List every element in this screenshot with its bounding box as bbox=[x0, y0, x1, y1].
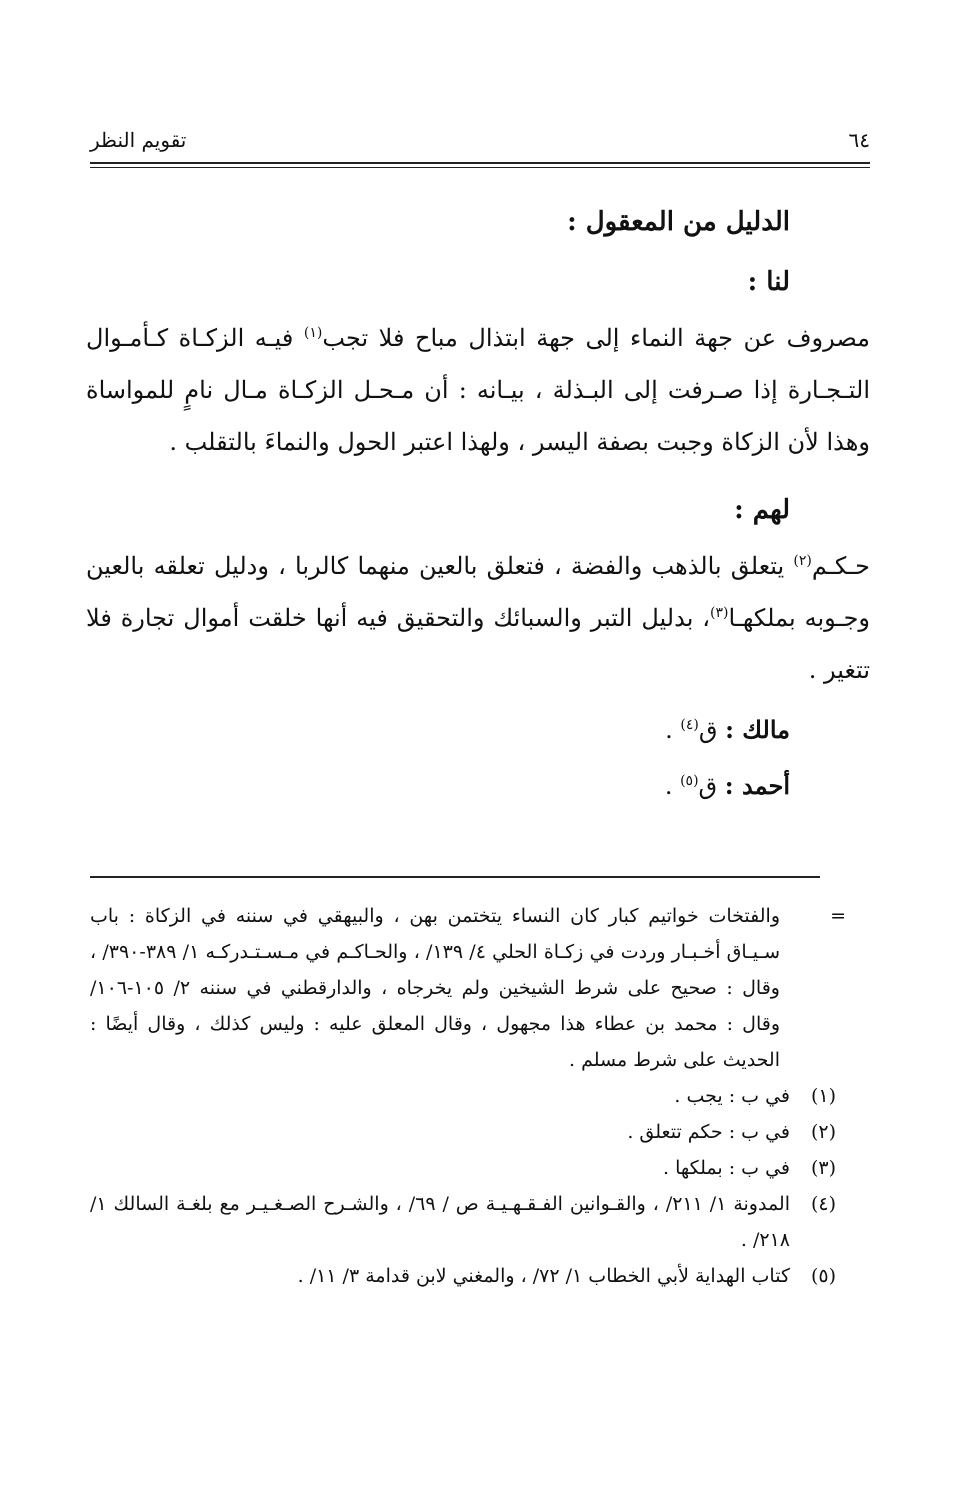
us-text-part2: فيـه الزكـاة كـأمـوال التـجـارة إذا صـرفت إلى البـذلة ، بيـانه : أن مـحـل الزكـاة مـال نامٍ للمواساة وهذا لأن الزكاة وجبت بصفة اليسر ، ولهذا اعتبر الحول والنماءَ بالتقلب . bbox=[86, 324, 870, 456]
footnote-ref-1: (١) bbox=[303, 325, 323, 341]
footnote-item bbox=[90, 1114, 836, 1150]
footnote-ref-2: (٢) bbox=[793, 553, 812, 569]
page-number: ٦٤ bbox=[848, 128, 870, 152]
main-text bbox=[86, 192, 870, 814]
footnote-item bbox=[90, 1258, 836, 1294]
them-text-part2: يتعلق بالذهب والفضة ، فتعلق بالعين منهما كالربا ، ودليل تعلقه بالعين وجـوبه بملكهـا bbox=[86, 552, 870, 632]
ahmad-end: . bbox=[664, 772, 681, 800]
footnote-rule bbox=[90, 876, 820, 878]
footnote-ref-4: (٤) bbox=[680, 717, 699, 733]
them-label: لهم : bbox=[734, 495, 790, 525]
them-text-part3: ، بدليل التبر والسبائك والتحقيق فيه أنها خلقت أموال تجارة فلا تتغير . bbox=[86, 604, 870, 684]
malik-line bbox=[86, 702, 790, 758]
header-rule-thin bbox=[90, 167, 870, 168]
ahmad-line bbox=[86, 758, 790, 814]
ahmad-label: أحمد : bbox=[724, 771, 790, 800]
them-text-part1: حـكـم bbox=[811, 552, 870, 580]
section-heading: الدليل من المعقول : bbox=[567, 207, 790, 237]
footnote-number: (١) bbox=[810, 1085, 836, 1107]
footnote-number: (٥) bbox=[810, 1265, 836, 1287]
footnote-continuation bbox=[90, 898, 846, 1078]
us-paragraph bbox=[86, 312, 870, 468]
us-text-part1: مصروف عن جهة النماء إلى جهة ابتذال مباح فلا تجب bbox=[322, 324, 870, 352]
ahmad-text: ق bbox=[698, 772, 725, 800]
continuation-text: والفتخات خواتيم كبار كان النساء يتختمن بهن ، والبيهقي في سننه في الزكاة : باب سـيـاق أخـبـار وردت في زكـاة الحلي ٤/ ١٣٩/ ، والحـاكـم في مـسـتـدركـه ١/ ٣٨٩-٣٩٠/ ، وقال : صحيح على شرط الشيخين ولم يخرجاه ، والدارقطني في سننه ٢/ ١٠٥-١٠٦/ وقال : محمد بن عطاء هذا مجهول ، وقال المعلق عليه : وليس كذلك ، وقال أيضًا : الحديث على شرط مسلم . bbox=[90, 905, 781, 1071]
footnote-number: (٤) bbox=[810, 1193, 836, 1215]
footnotes bbox=[90, 898, 846, 1294]
footnote-item bbox=[90, 1150, 836, 1186]
footnote-number: (٢) bbox=[810, 1121, 836, 1143]
them-paragraph bbox=[86, 540, 870, 696]
footnote-number: (٣) bbox=[810, 1157, 836, 1179]
footnote-ref-3: (٣) bbox=[710, 605, 729, 621]
footnote-text: في ب : يجب . bbox=[674, 1085, 790, 1107]
footnote-item bbox=[90, 1078, 836, 1114]
footnote-ref-5: (٥) bbox=[680, 773, 699, 789]
footnote-item bbox=[90, 1186, 836, 1258]
running-header bbox=[90, 122, 870, 158]
footnote-text: في ب : بملكها . bbox=[662, 1157, 790, 1179]
malik-end: . bbox=[665, 716, 681, 744]
footnote-text: في ب : حكم تتعلق . bbox=[627, 1121, 790, 1143]
continuation-mark: = bbox=[830, 905, 846, 927]
header-rule bbox=[90, 162, 870, 164]
book-title: تقويم النظر bbox=[90, 128, 187, 152]
malik-label: مالك : bbox=[725, 715, 790, 744]
malik-text: ق bbox=[698, 716, 726, 744]
us-label: لنا : bbox=[747, 267, 790, 297]
footnote-text: كتاب الهداية لأبي الخطاب ١/ ٧٢/ ، والمغني لابن قدامة ٣/ ١١/ . bbox=[297, 1265, 790, 1287]
footnote-text: المدونة ١/ ٢١١/ ، والقـوانين الفـقـهـيـة ص / ٦٩/ ، والشـرح الصـغـيـر مع بلغـة السالك ١/ ٢١٨/ . bbox=[90, 1193, 791, 1251]
